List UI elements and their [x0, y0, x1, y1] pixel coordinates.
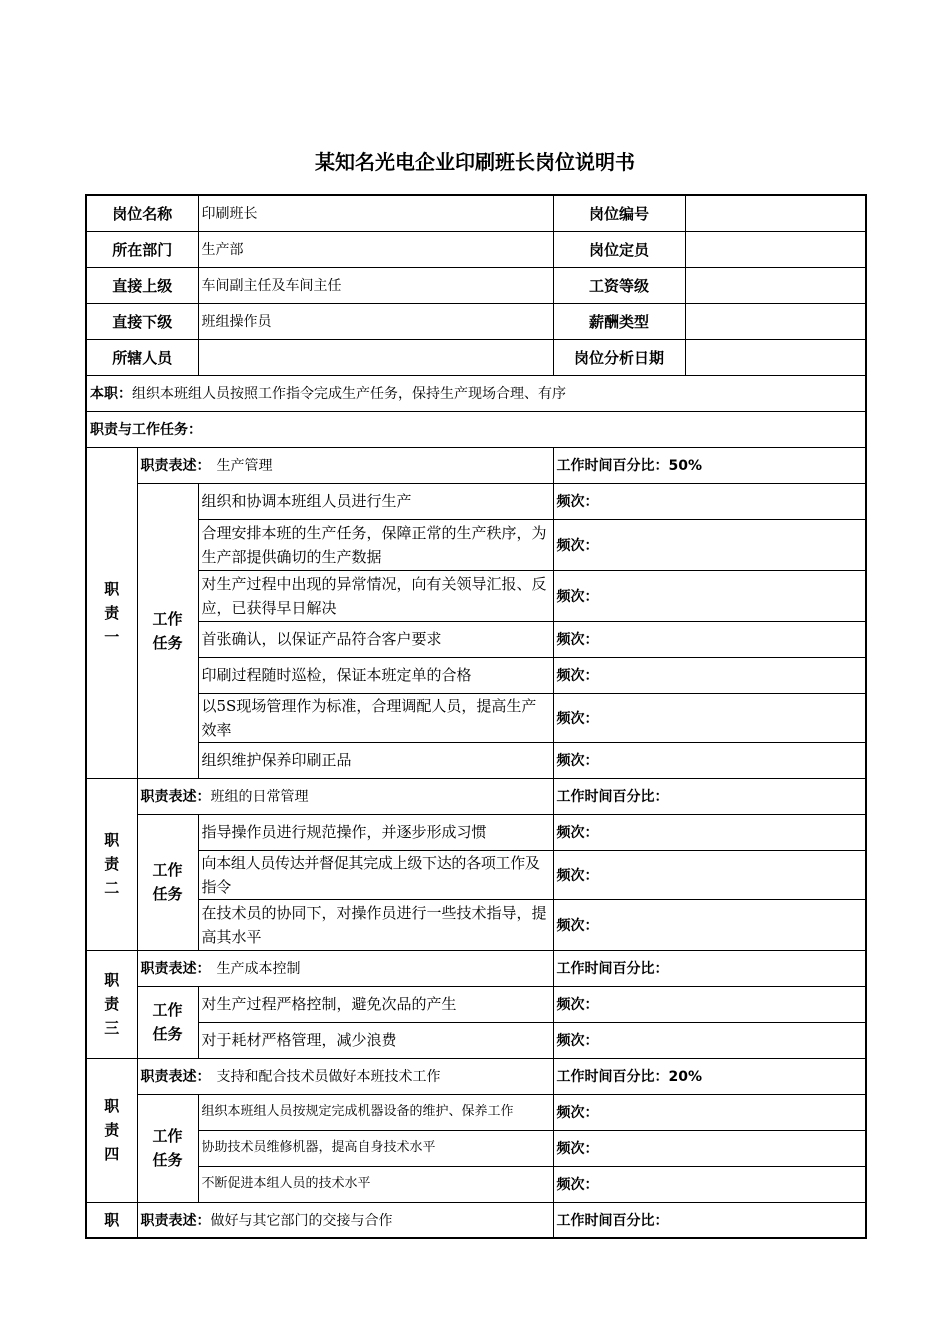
info-label-department: 所在部门 — [86, 231, 198, 267]
duty-1-task-label-text: 工作任务 — [152, 609, 183, 652]
duty-4-time-pct: 工作时间百分比：20% — [553, 1058, 866, 1094]
info-label-analysis-date: 岗位分析日期 — [553, 339, 685, 375]
duty-2-desc-text: 班组的日常管理 — [210, 789, 309, 805]
info-value-department: 生产部 — [198, 231, 553, 267]
duty-3-freq-1: 频次： — [553, 986, 866, 1022]
duty-3-char-3: 三 — [104, 1019, 120, 1037]
duty-2-char-2: 责 — [104, 855, 120, 873]
duty-4-desc — [137, 1058, 553, 1094]
duty-1-freq-1: 频次： — [553, 483, 866, 519]
duty-4-freq-1: 频次： — [553, 1094, 866, 1130]
info-label-position-name: 岗位名称 — [86, 195, 198, 231]
duty-2-char-1: 职 — [104, 831, 120, 849]
duty-5-time-pct: 工作时间百分比： — [553, 1202, 866, 1238]
duty-3-desc-text: 生产成本控制 — [216, 961, 301, 977]
duty-5-desc-text: 做好与其它部门的交接与合作 — [210, 1212, 393, 1229]
duty-3-task-label-text: 工作任务 — [152, 1001, 183, 1043]
duty-5-desc — [137, 1202, 553, 1238]
duty-1-desc-text: 生产管理 — [216, 458, 273, 474]
duty-1-task-2: 合理安排本班的生产任务，保障正常的生产秩序，为生产部提供确切的生产数据 — [198, 519, 553, 570]
responsibilities-header — [86, 411, 866, 447]
duty-2-task-label — [137, 814, 198, 950]
duty-summary-row — [86, 375, 866, 411]
info-value-pay-type — [685, 303, 866, 339]
duty-1-task-label — [137, 483, 198, 778]
duty-3-time-pct: 工作时间百分比： — [553, 950, 866, 986]
duty-1-time-pct: 工作时间百分比：50% — [553, 447, 866, 483]
duty-1-freq-2: 频次： — [553, 519, 866, 570]
duty-3-task-2: 对于耗材严格管理，减少浪费 — [198, 1022, 553, 1058]
duty-3-label — [86, 950, 137, 1058]
duty-3-desc — [137, 950, 553, 986]
responsibilities-header-label: 职责与工作任务： — [90, 422, 202, 438]
info-label-headcount: 岗位定员 — [553, 231, 685, 267]
duty-3-char-1: 职 — [104, 971, 120, 989]
info-value-position-name: 印刷班长 — [198, 195, 553, 231]
info-value-superior: 车间副主任及车间主任 — [198, 267, 553, 303]
duty-1-task-1: 组织和协调本班组人员进行生产 — [198, 483, 553, 519]
duty-summary-label: 本职： — [90, 386, 132, 402]
duty-2-task-3: 在技术员的协同下，对操作员进行一些技术指导，提高其水平 — [198, 899, 553, 950]
duty-5-desc-label: 职责表述： — [140, 1212, 211, 1229]
duty-4-desc-label: 职责表述： — [140, 1069, 211, 1085]
duty-4-char-3: 四 — [104, 1145, 120, 1163]
info-value-analysis-date — [685, 339, 866, 375]
duty-4-char-1: 职 — [104, 1097, 120, 1115]
duty-4-freq-3: 频次： — [553, 1166, 866, 1202]
job-description-table — [85, 194, 867, 1239]
duty-1-char-1: 职 — [104, 579, 120, 598]
duty-2-label — [86, 778, 137, 950]
duty-3-task-label — [137, 986, 198, 1058]
duty-1-desc — [137, 447, 553, 483]
duty-1-label — [86, 447, 137, 778]
duty-1-freq-5: 频次： — [553, 657, 866, 693]
duty-1-char-3: 一 — [104, 627, 120, 646]
duty-1-task-5: 印刷过程随时巡检，保证本班定单的合格 — [198, 657, 553, 693]
duty-1-freq-3: 频次： — [553, 570, 866, 621]
duty-4-task-label — [137, 1094, 198, 1202]
info-value-headcount — [685, 231, 866, 267]
info-label-salary-grade: 工资等级 — [553, 267, 685, 303]
duty-1-freq-4: 频次： — [553, 621, 866, 657]
duty-4-label — [86, 1058, 137, 1202]
duty-4-task-3: 不断促进本组人员的技术水平 — [198, 1166, 553, 1202]
duty-1-task-7: 组织维护保养印刷正品 — [198, 742, 553, 778]
duty-2-time-pct: 工作时间百分比： — [553, 778, 866, 814]
duty-1-desc-label: 职责表述： — [140, 458, 211, 474]
duty-2-freq-3: 频次： — [553, 899, 866, 950]
duty-2-desc — [137, 778, 553, 814]
info-label-pay-type: 薪酬类型 — [553, 303, 685, 339]
duty-2-desc-label: 职责表述： — [140, 789, 211, 805]
duty-2-char-3: 二 — [104, 879, 120, 897]
duty-3-freq-2: 频次： — [553, 1022, 866, 1058]
duty-1-freq-6: 频次： — [553, 693, 866, 742]
duty-4-desc-text: 支持和配合技术员做好本班技术工作 — [216, 1069, 441, 1085]
duty-1-task-6: 以5S现场管理作为标准，合理调配人员，提高生产效率 — [198, 693, 553, 742]
info-value-position-code — [685, 195, 866, 231]
duty-4-freq-2: 频次： — [553, 1130, 866, 1166]
duty-4-task-label-text: 工作任务 — [152, 1127, 183, 1169]
duty-3-desc-label: 职责表述： — [140, 961, 211, 977]
duty-5-label: 职 — [86, 1202, 137, 1238]
duty-4-task-2: 协助技术员维修机器，提高自身技术水平 — [198, 1130, 553, 1166]
info-value-staff — [198, 339, 553, 375]
duty-2-freq-1: 频次： — [553, 814, 866, 850]
duty-3-char-2: 责 — [104, 995, 120, 1013]
info-value-salary-grade — [685, 267, 866, 303]
info-value-subordinate: 班组操作员 — [198, 303, 553, 339]
duty-1-task-4: 首张确认，以保证产品符合客户要求 — [198, 621, 553, 657]
info-label-superior: 直接上级 — [86, 267, 198, 303]
page-title: 某知名光电企业印刷班长岗位说明书 — [315, 150, 635, 174]
duty-summary-text: 组织本班组人员按照工作指令完成生产任务，保持生产现场合理、有序 — [132, 386, 566, 402]
duty-3-task-1: 对生产过程严格控制，避免次品的产生 — [198, 986, 553, 1022]
info-label-subordinate: 直接下级 — [86, 303, 198, 339]
duty-2-task-2: 向本组人员传达并督促其完成上级下达的各项工作及指令 — [198, 850, 553, 899]
duty-1-freq-7: 频次： — [553, 742, 866, 778]
duty-2-task-1: 指导操作员进行规范操作，并逐步形成习惯 — [198, 814, 553, 850]
info-label-staff: 所辖人员 — [86, 339, 198, 375]
duty-2-freq-2: 频次： — [553, 850, 866, 899]
info-label-position-code: 岗位编号 — [553, 195, 685, 231]
duty-1-char-2: 责 — [104, 603, 120, 622]
duty-4-char-2: 责 — [104, 1121, 120, 1139]
duty-1-task-3: 对生产过程中出现的异常情况，向有关领导汇报、反应，已获得早日解决 — [198, 570, 553, 621]
duty-2-task-label-text: 工作任务 — [152, 861, 183, 903]
duty-4-task-1: 组织本班组人员按规定完成机器设备的维护、保养工作 — [198, 1094, 553, 1130]
